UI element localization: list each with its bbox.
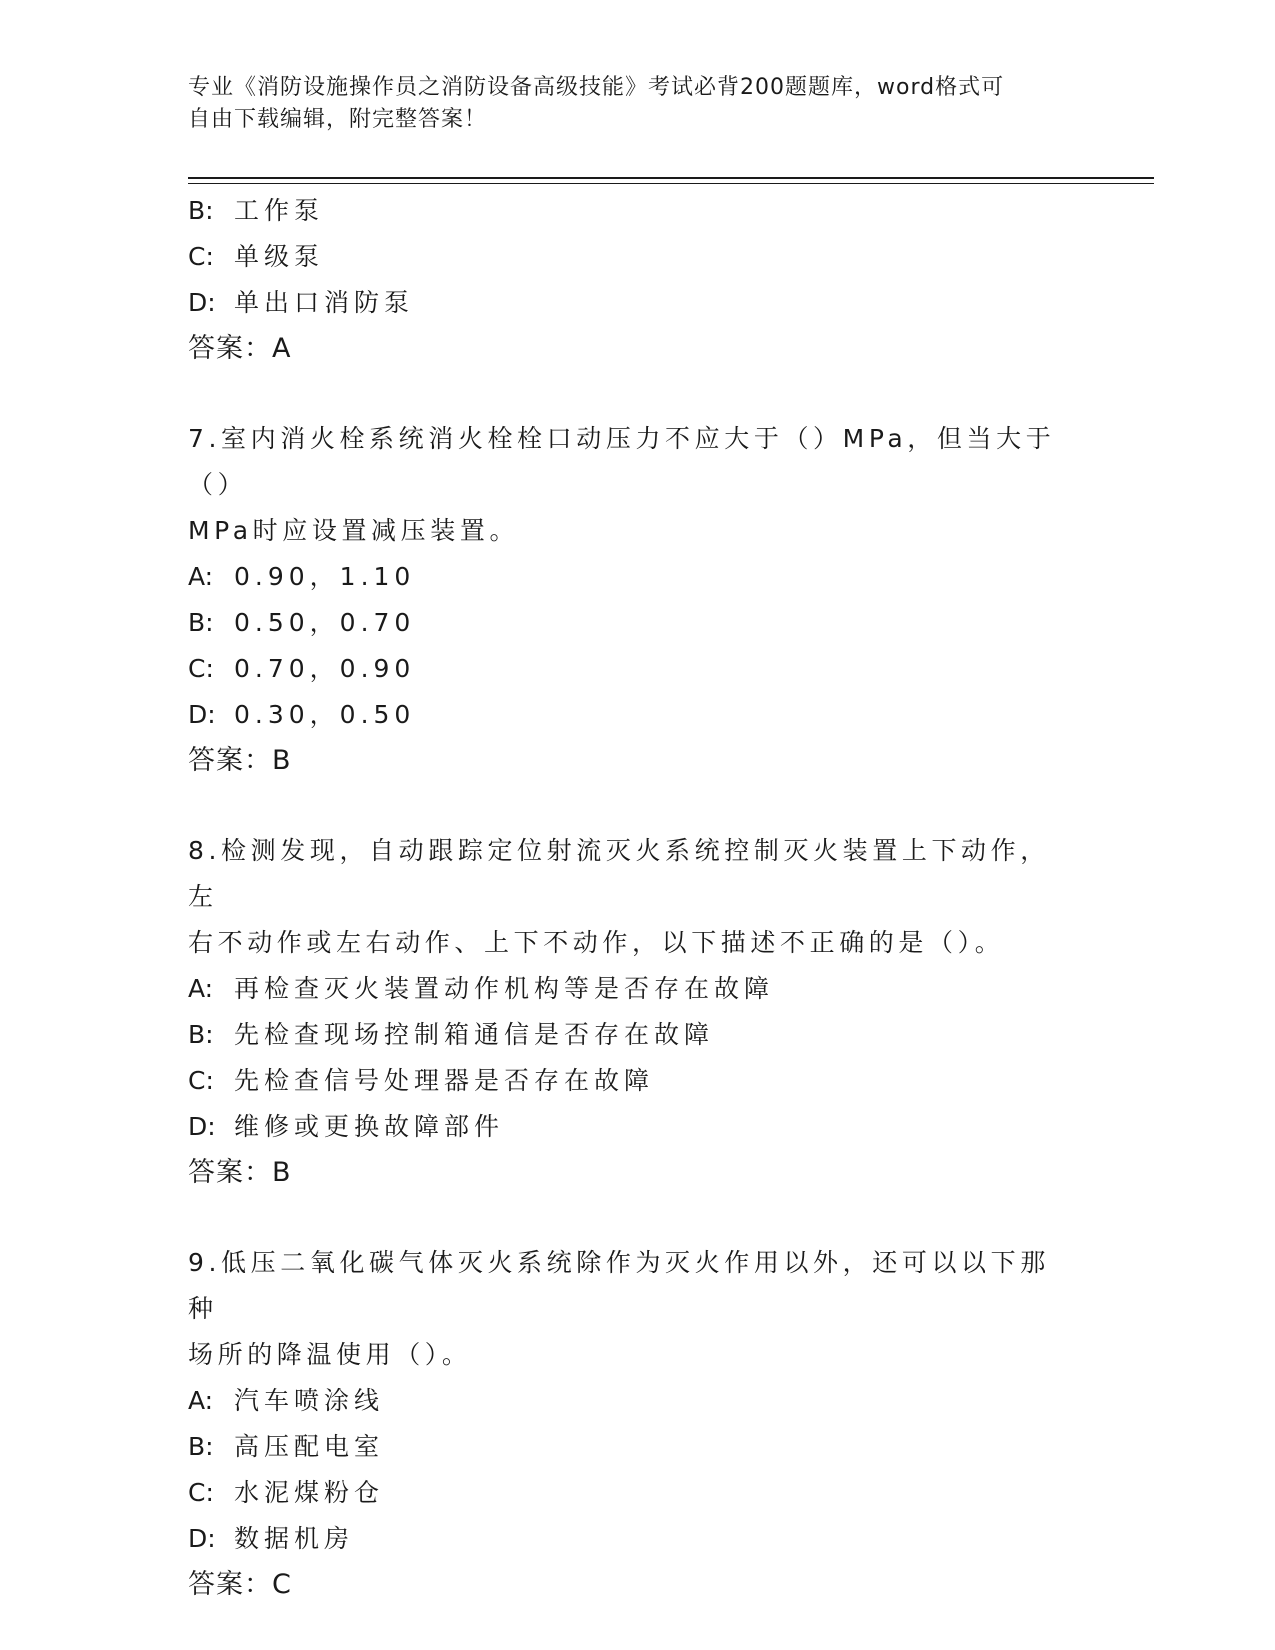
option-d	[188, 1104, 1088, 1150]
option-key: A:	[188, 562, 214, 591]
option-a	[188, 966, 1088, 1012]
option-text: 维修或更换故障部件	[234, 1112, 505, 1141]
option-key: D:	[188, 1524, 216, 1553]
option-text: 单级泵	[234, 242, 325, 271]
option-b	[188, 600, 1088, 646]
answer: 答案：B	[188, 1157, 292, 1188]
option-c	[188, 1470, 1088, 1516]
option-key: D:	[188, 700, 216, 729]
option-d	[188, 280, 1088, 326]
question-9	[188, 1240, 1088, 1608]
question-6	[188, 188, 1088, 372]
option-text: 高压配电室	[234, 1432, 385, 1461]
option-key: B:	[188, 196, 214, 225]
option-a	[188, 1378, 1088, 1424]
question-stem	[188, 1240, 1068, 1378]
question-stem	[188, 828, 1068, 966]
answer: 答案：A	[188, 333, 292, 364]
option-key: A:	[188, 1386, 214, 1415]
option-key: B:	[188, 1432, 214, 1461]
question-stem-line-1: 8.检测发现，自动跟踪定位射流灭火系统控制灭火装置上下动作，左	[188, 836, 1050, 911]
option-text: 0.50，0.70	[234, 608, 416, 637]
option-b	[188, 188, 1088, 234]
option-key: C:	[188, 654, 214, 683]
header-line-2: 自由下载编辑，附完整答案！	[188, 107, 488, 132]
option-text: 水泥煤粉仓	[234, 1478, 385, 1507]
option-key: C:	[188, 1066, 214, 1095]
question-stem-line-1: 7.室内消火栓系统消火栓栓口动压力不应大于（）MPa，但当大于（）	[188, 424, 1056, 499]
option-c	[188, 1058, 1088, 1104]
option-b	[188, 1012, 1088, 1058]
option-key: B:	[188, 608, 214, 637]
option-text: 先检查信号处理器是否存在故障	[234, 1066, 655, 1095]
question-stem	[188, 416, 1068, 554]
option-key: A:	[188, 974, 214, 1003]
option-d	[188, 692, 1088, 738]
option-text: 汽车喷涂线	[234, 1386, 385, 1415]
question-stem-line-2: 场所的降温使用（）。	[188, 1340, 472, 1369]
option-text: 单出口消防泵	[234, 288, 415, 317]
option-c	[188, 646, 1088, 692]
option-key: D:	[188, 288, 216, 317]
question-stem-line-2: MPa时应设置减压装置。	[188, 516, 520, 545]
option-text: 0.70，0.90	[234, 654, 416, 683]
option-text: 工作泵	[234, 196, 325, 225]
header-rule-thin	[188, 183, 1154, 184]
option-key: B:	[188, 1020, 214, 1049]
option-key: C:	[188, 1478, 214, 1507]
answer: 答案：C	[188, 1569, 292, 1600]
document-header	[188, 72, 1068, 136]
option-key: D:	[188, 1112, 216, 1141]
answer: 答案：B	[188, 745, 292, 776]
question-8	[188, 828, 1088, 1196]
option-text: 再检查灭火装置动作机构等是否存在故障	[234, 974, 775, 1003]
option-c	[188, 234, 1088, 280]
option-text: 数据机房	[234, 1524, 355, 1553]
option-text: 先检查现场控制箱通信是否存在故障	[234, 1020, 715, 1049]
question-list	[188, 188, 1088, 1608]
option-key: C:	[188, 242, 214, 271]
option-d	[188, 1516, 1088, 1562]
question-stem-line-1: 9.低压二氧化碳气体灭火系统除作为灭火作用以外，还可以以下那种	[188, 1248, 1050, 1323]
option-b	[188, 1424, 1088, 1470]
header-rule-thick	[188, 177, 1154, 179]
question-7	[188, 416, 1088, 784]
option-text: 0.30，0.50	[234, 700, 416, 729]
header-line-1: 专业《消防设施操作员之消防设备高级技能》考试必背200题题库，word格式可	[188, 75, 1005, 100]
option-text: 0.90，1.10	[234, 562, 416, 591]
question-stem-line-2: 右不动作或左右动作、上下不动作，以下描述不正确的是（）。	[188, 928, 1005, 957]
option-a	[188, 554, 1088, 600]
